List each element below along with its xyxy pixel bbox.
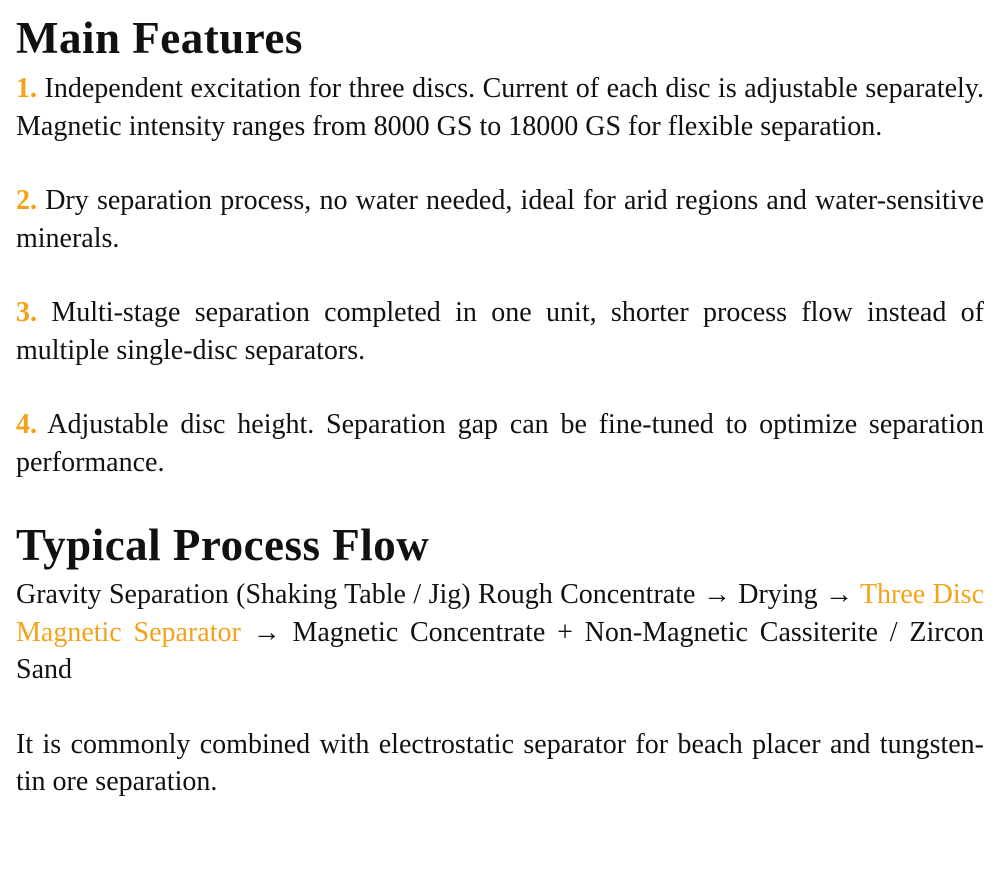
separator-highlight: Three Disc Magnetic Separator	[16, 579, 984, 648]
document-page	[16, 0, 984, 801]
feature-text: Adjustable disc height. Separation gap can be fine-tuned to optimize separation performance.	[16, 409, 984, 478]
feature-text: Dry separation process, no water needed, ideal for arid regions and water-sensitive minerals.	[16, 185, 984, 254]
feature-item-3	[16, 294, 984, 369]
feature-text: Independent excitation for three discs. Current of each disc is adjustable separately. Magnetic intensity ranges from 8000 GS to 18000 GS for flexible separation.	[16, 73, 984, 142]
feature-number: 2.	[16, 185, 37, 216]
process-flow-end: → Magnetic Concentrate + Non-Magnetic Cassiterite / Zircon Sand	[16, 616, 984, 685]
features-list	[16, 70, 984, 481]
feature-text: Multi-stage separation completed in one unit, shorter process flow instead of multiple single-disc separators.	[16, 297, 984, 366]
closing-paragraph: It is commonly combined with electrostatic separator for beach placer and tungsten-tin ore separation.	[16, 728, 984, 797]
feature-item-4	[16, 406, 984, 481]
feature-number: 4.	[16, 409, 37, 440]
process-flow-paragraph	[16, 576, 984, 689]
feature-item-1	[16, 70, 984, 145]
feature-item-2	[16, 182, 984, 257]
process-flow-heading: Typical Process Flow	[16, 520, 430, 570]
process-flow-start: Gravity Separation (Shaking Table / Jig) Rough Concentrate → Drying →	[16, 579, 860, 610]
feature-number: 3.	[16, 297, 37, 328]
feature-number: 1.	[16, 73, 37, 104]
main-features-heading: Main Features	[16, 13, 303, 63]
